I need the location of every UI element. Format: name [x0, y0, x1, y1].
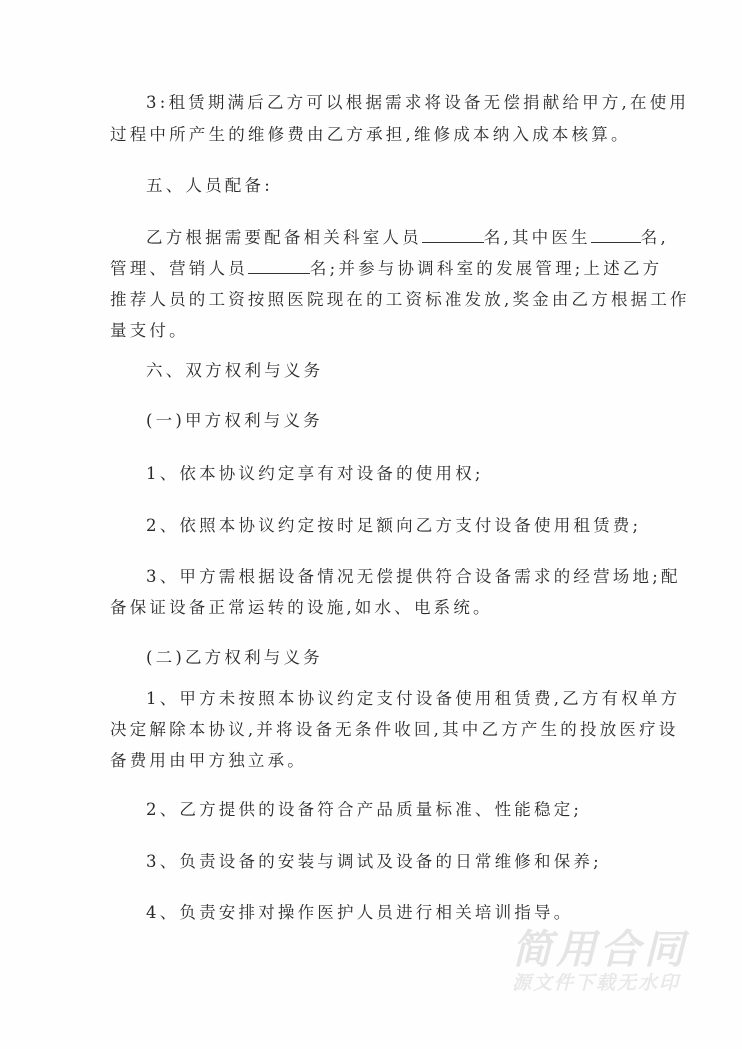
text: 名,其中医生 — [483, 228, 591, 247]
paragraph-line: 3:租赁期满后乙方可以根据需求将设备无偿捐献给甲方,在使用 — [146, 93, 690, 112]
staff-count-blank[interactable] — [422, 228, 484, 243]
list-item: 3、甲方需根据设备情况无偿提供符合设备需求的经营场地;配 — [146, 567, 681, 586]
list-item: 1、甲方未按照本协议约定支付设备使用租赁费,乙方有权单方 — [146, 689, 681, 708]
list-item-continuation: 备费用由甲方独立承。 — [110, 751, 307, 770]
list-item-continuation: 备保证设备正常运转的设施,如水、电系统。 — [110, 598, 493, 617]
doctor-count-blank[interactable] — [591, 228, 641, 243]
list-item: 2、依照本协议约定按时足额向乙方支付设备使用租赁费; — [146, 516, 642, 535]
list-item: 3、负责设备的安装与调试及设备的日常维修和保养; — [146, 852, 602, 871]
subsection-heading-party-b: (二)乙方权利与义务 — [146, 648, 323, 667]
text: 名;并参与协调科室的发展管理;上述乙方 — [309, 259, 663, 278]
staffing-line-2 — [110, 259, 662, 279]
subsection-heading-party-a: (一)甲方权利与义务 — [146, 411, 323, 430]
list-item: 4、负责安排对操作医护人员进行相关培训指导。 — [146, 903, 574, 922]
list-item: 1、依本协议约定享有对设备的使用权; — [146, 464, 484, 483]
section-heading-rights: 六、双方权利与义务 — [146, 361, 324, 380]
list-item: 2、乙方提供的设备符合产品质量标准、性能稳定; — [146, 800, 583, 819]
section-heading-staffing: 五、人员配备: — [146, 176, 273, 195]
staffing-line-4: 量支付。 — [110, 321, 189, 340]
paragraph-line: 过程中所产生的维修费由乙方承担,维修成本纳入成本核算。 — [110, 125, 631, 144]
text: 管理、营销人员 — [110, 259, 248, 278]
text: 乙方根据需要配备相关科室人员 — [146, 228, 422, 247]
staffing-line-3: 推荐人员的工资按照医院现在的工资标准发放,奖金由乙方根据工作 — [110, 290, 690, 309]
staffing-line-1 — [146, 228, 669, 248]
watermark-subtitle: 源文件下载无水印 — [512, 972, 681, 994]
list-item-continuation: 决定解除本协议,并将设备无条件收回,其中乙方产生的投放医疗设 — [110, 720, 679, 739]
text: 名, — [640, 228, 669, 247]
sales-count-blank[interactable] — [248, 259, 310, 274]
watermark-title: 简用合同 — [512, 927, 688, 973]
